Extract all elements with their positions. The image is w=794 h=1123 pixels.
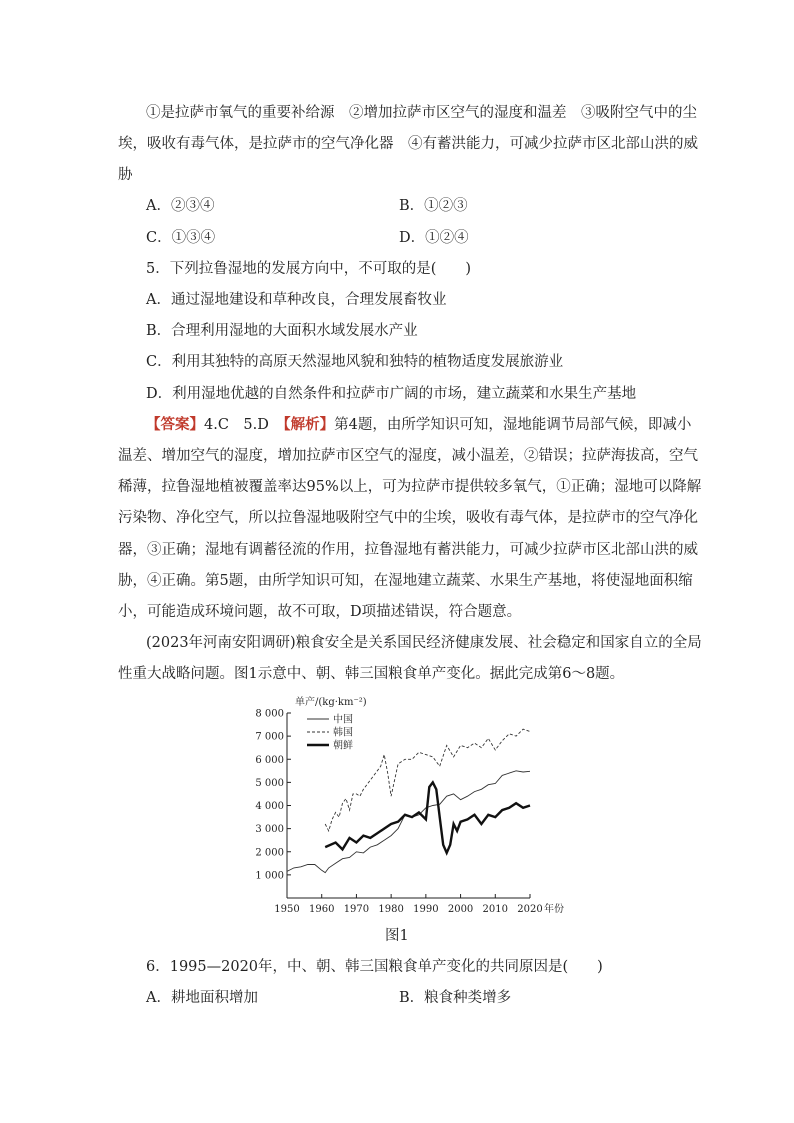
x-tick-label: 1990 [413, 904, 439, 915]
q4-option-text-2: 埃，吸收有毒气体，是拉萨市的空气净化器 ④有蓄洪能力，可减少拉萨市区北部山洪的威 [118, 136, 698, 152]
y-axis-label: 单产/(kg·km⁻²) [295, 697, 367, 708]
figure-caption: 图1 [385, 928, 409, 944]
series-line-1 [325, 729, 530, 831]
q5-choice-a: A．通过湿地建设和草种改良，合理发展畜牧业 [146, 292, 447, 308]
q4-option-text-1: ①是拉萨市氧气的重要补给源 ②增加拉萨市区空气的湿度和温差 ③吸附空气中的尘 [146, 105, 697, 121]
x-axis-label: 年份 [544, 904, 564, 915]
legend-label-0: 中国 [333, 714, 353, 726]
q5-choice-d: D．利用湿地优越的自然条件和拉萨市广阔的市场，建立蔬菜和水果生产基地 [146, 386, 637, 402]
analysis-text-3: 稀薄，拉鲁湿地植被覆盖率达95%以上，可为拉萨市提供较多氧气，①正确；湿地可以降解 [118, 479, 702, 495]
series-line-2 [325, 782, 530, 853]
q4-choice-d: D．①②④ [399, 230, 469, 246]
legend-label-1: 韩国 [333, 727, 353, 739]
q5-choice-b: B．合理利用湿地的大面积水域发展水产业 [146, 323, 418, 339]
analysis-text-4: 污染物、净化空气，所以拉鲁湿地吸附空气中的尘埃，吸收有毒气体，是拉萨市的空气净化 [118, 510, 698, 526]
x-tick-label: 1950 [274, 904, 300, 915]
q6-stem: 6．1995—2020年，中、朝、韩三国粮食单产变化的共同原因是( ) [146, 959, 603, 975]
q5-stem: 5．下列拉鲁湿地的发展方向中，不可取的是( ) [146, 261, 472, 277]
y-tick-label: 7 000 [255, 731, 284, 743]
intro-text-1: (2023年河南安阳调研)粮食安全是关系国民经济健康发展、社会稳定和国家自立的全局 [146, 635, 702, 651]
q6-choice-b: B．粮食种类增多 [399, 990, 512, 1006]
y-tick-label: 3 000 [255, 824, 284, 836]
legend-label-2: 朝鲜 [333, 740, 353, 752]
q5-choice-c: C．利用其独特的高原天然湿地风貌和独特的植物适度发展旅游业 [146, 354, 564, 370]
analysis-text-6: 胁，④正确。第5题，由所学知识可知，在湿地建立蔬菜、水果生产基地，将使湿地面积缩 [118, 573, 693, 589]
x-tick-label: 1980 [378, 904, 404, 915]
q4-option-text-3: 胁 [118, 167, 133, 183]
y-tick-label: 1 000 [255, 870, 284, 882]
analysis-text-7: 小，可能造成环境问题，故不可取，D项描述错误，符合题意。 [118, 604, 522, 620]
answer-line-1 [146, 415, 691, 435]
y-tick-label: 6 000 [255, 754, 284, 766]
intro-text-2: 性重大战略问题。图1示意中、朝、韩三国粮食单产变化。据此完成第6～8题。 [118, 666, 625, 682]
series-line-0 [287, 771, 530, 873]
answer-tag: 【答案】 [146, 416, 204, 433]
q4-choice-a: A．②③④ [146, 198, 215, 214]
figure-1-chart [250, 688, 564, 918]
analysis-tag: 【解析】 [283, 416, 335, 433]
y-tick-label: 8 000 [255, 708, 284, 720]
q4-choice-b: B．①②③ [399, 198, 468, 214]
analysis-text-5: 器，③正确；湿地有调蓄径流的作用，拉鲁湿地有蓄洪能力，可减少拉萨市区北部山洪的威 [118, 542, 698, 558]
answer-key: 4.C 5.D [204, 417, 284, 433]
x-tick-label: 2010 [482, 904, 509, 915]
q4-choice-c: C．①③④ [146, 230, 216, 246]
x-tick-label: 1960 [308, 904, 335, 915]
x-tick-label: 1970 [343, 904, 370, 915]
y-tick-label: 2 000 [255, 847, 284, 859]
x-tick-label: 2020 [517, 904, 543, 915]
chart-svg [250, 688, 564, 918]
x-tick-label: 2000 [447, 904, 474, 915]
y-tick-label: 4 000 [255, 801, 284, 812]
q6-choice-a: A．耕地面积增加 [146, 990, 258, 1006]
analysis-text-1: 第4题，由所学知识可知，湿地能调节局部气候，即减小 [334, 417, 692, 433]
y-tick-label: 5 000 [255, 777, 284, 789]
analysis-text-2: 温差、增加空气的湿度，增加拉萨市区空气的湿度，减小温差，②错误；拉萨海拔高，空气 [118, 448, 698, 464]
